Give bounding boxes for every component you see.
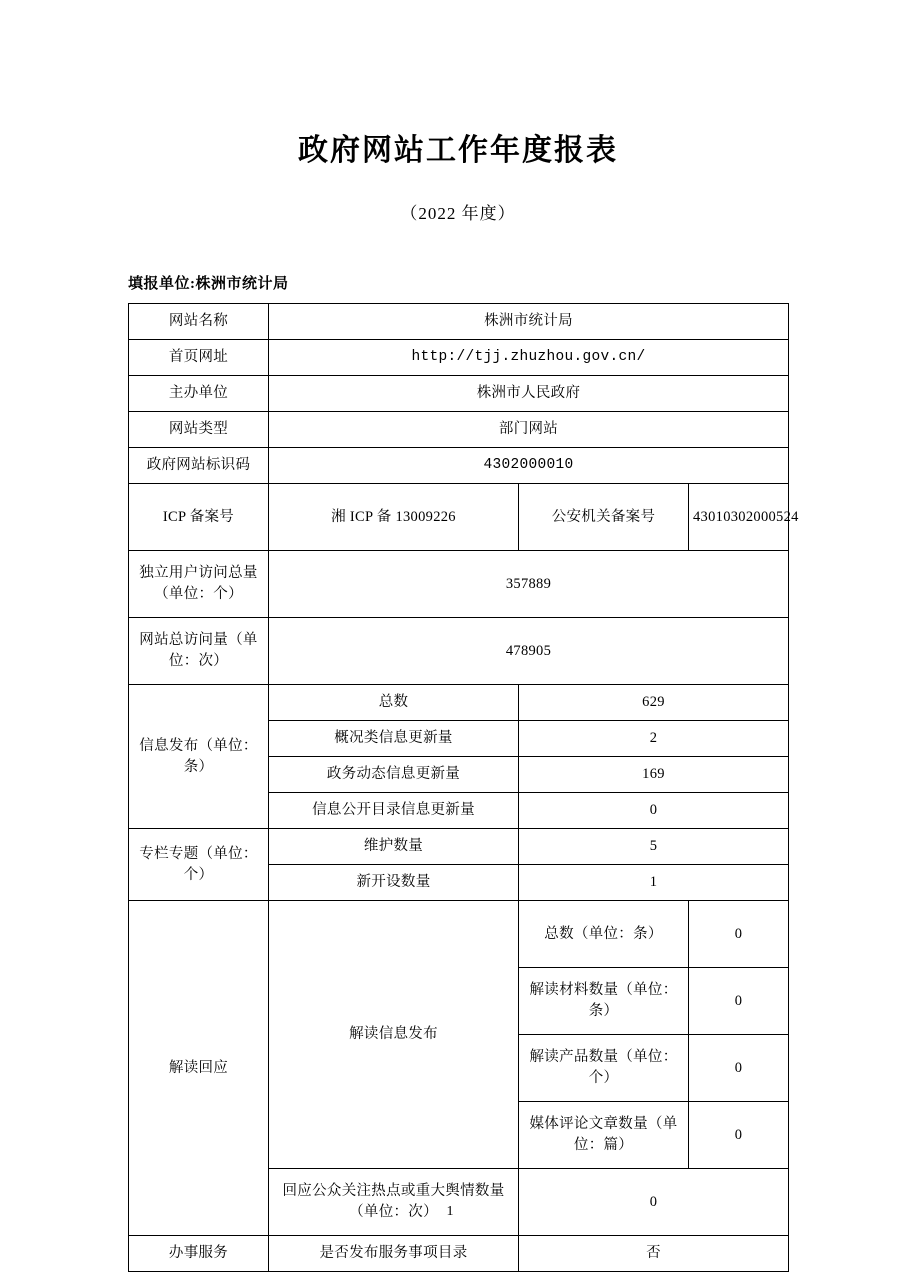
table-row [129,376,789,412]
table-row [129,685,789,721]
service-catalog-value: 否 [519,1236,789,1272]
interpretation-row-name: 解读材料数量（单位：条） [519,968,689,1035]
info-row-name: 信息公开目录信息更新量 [269,793,519,829]
interpretation-row-name: 解读产品数量（单位：个） [519,1035,689,1102]
info-row-name: 总数 [269,685,519,721]
total-visits-label: 网站总访问量（单位：次） [129,618,269,685]
report-unit-line: 填报单位:株洲市统计局 [128,276,289,292]
page-subtitle: （2022 年度） [400,204,516,223]
interpretation-row-value: 0 [689,1035,789,1102]
interpretation-label: 解读回应 [129,901,269,1236]
site-type-label: 网站类型 [129,412,269,448]
icp-value: 湘 ICP 备 13009226 [269,484,519,551]
info-row-value: 169 [519,757,789,793]
interpretation-row-value: 0 [689,968,789,1035]
interpretation-row-name: 媒体评论文章数量（单位：篇） [519,1102,689,1169]
interpretation-row-name: 总数（单位：条） [519,901,689,968]
column-row-value: 5 [519,829,789,865]
info-row-name: 概况类信息更新量 [269,721,519,757]
info-row-value: 0 [519,793,789,829]
page-title: 政府网站工作年度报表 [298,133,618,168]
site-code-label: 政府网站标识码 [129,448,269,484]
table-row [129,829,789,865]
table-row [129,412,789,448]
site-name-value: 株洲市统计局 [269,304,789,340]
interpretation-row-value: 0 [689,1102,789,1169]
table-row [129,484,789,551]
column-row-name: 维护数量 [269,829,519,865]
sponsor-value: 株洲市人民政府 [269,376,789,412]
site-code-value: 4302000010 [269,448,789,484]
interpretation-row-value: 0 [689,901,789,968]
homepage-value: http://tjj.zhuzhou.gov.cn/ [269,340,789,376]
table-row [129,448,789,484]
police-record-label: 公安机关备案号 [519,484,689,551]
icp-label: ICP 备案号 [129,484,269,551]
sponsor-label: 主办单位 [129,376,269,412]
response-label: 回应公众关注热点或重大舆情数量（单位：次） [269,1169,519,1236]
table-row [129,304,789,340]
unique-visitors-label: 独立用户访问总量（单位：个） [129,551,269,618]
column-row-name: 新开设数量 [269,865,519,901]
column-row-value: 1 [519,865,789,901]
table-row [129,618,789,685]
service-label: 办事服务 [129,1236,269,1272]
info-publish-label: 信息发布（单位：条） [129,685,269,829]
info-row-name: 政务动态信息更新量 [269,757,519,793]
annual-report-table [128,303,799,1272]
total-visits-value: 478905 [269,618,789,685]
homepage-label: 首页网址 [129,340,269,376]
info-row-value: 2 [519,721,789,757]
response-value: 0 [519,1169,789,1236]
page-number: 1 [446,1204,454,1219]
unique-visitors-value: 357889 [269,551,789,618]
column-topic-label: 专栏专题（单位：个） [129,829,269,901]
site-name-label: 网站名称 [129,304,269,340]
service-catalog-label: 是否发布服务事项目录 [269,1236,519,1272]
table-row [129,1236,789,1272]
site-type-value: 部门网站 [269,412,789,448]
table-row [129,901,789,968]
police-record-value: 43010302000524 [689,484,789,551]
table-row [129,340,789,376]
table-row [129,551,789,618]
interpretation-publish-label: 解读信息发布 [269,901,519,1169]
info-row-value: 629 [519,685,789,721]
